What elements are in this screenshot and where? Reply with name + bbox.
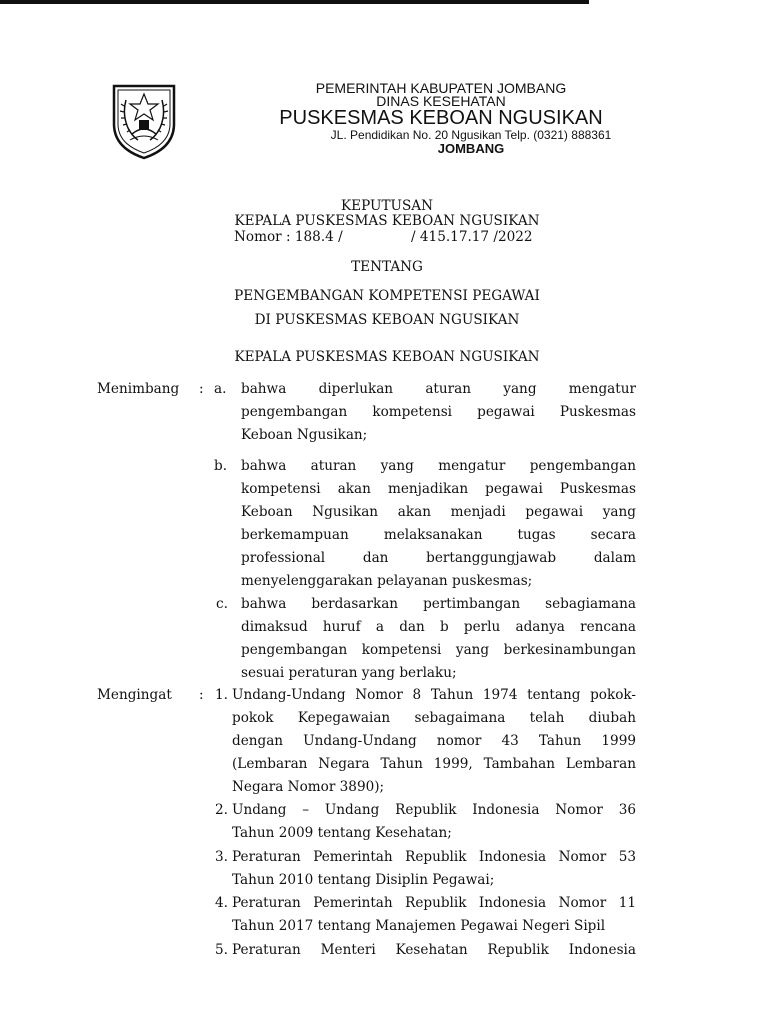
list-item-line: berkemampuan melaksanakan tugas secara [241,527,636,543]
section-label-mengingat: Mengingat [97,687,172,703]
list-item-line: Tahun 2010 tentang Disiplin Pegawai; [232,872,495,888]
list-marker: a. [214,381,227,397]
list-item-line: Peraturan Pemerintah Republik Indonesia Nomor 53 [232,849,636,865]
list-item-line: (Lembaran Negara Tahun 1999, Tambahan Lembaran [232,756,636,772]
decree-number-suffix: / 415.17.17 /2022 [411,229,533,245]
list-marker: 3. [215,849,228,865]
letterhead-government: PEMERINTAH KABUPATEN JOMBANG [315,80,567,96]
decree-subject-line-2: DI PUSKESMAS KEBOAN NGUSIKAN [254,312,520,328]
list-marker: 1. [215,687,228,703]
list-marker: c. [216,596,228,612]
list-item-line: menyelenggarakan pelayanan puskesmas; [241,573,533,589]
list-item-line: pokok Kepegawaian sebagaimana telah diubah [232,710,636,726]
list-item-line: pengembangan kompetensi yang berkesinambungan [241,642,636,658]
decree-issuer: KEPALA PUSKESMAS KEBOAN NGUSIKAN [234,213,540,229]
regency-coat-of-arms-icon [108,80,180,160]
decree-number-label: Nomor : 188.4 / [234,229,343,245]
list-item-line: Peraturan Pemerintah Republik Indonesia Nomor 11 [232,895,636,911]
list-item-line: pengembangan kompetensi pegawai Puskesmas [241,404,636,420]
decree-signatory: KEPALA PUSKESMAS KEBOAN NGUSIKAN [234,349,540,365]
letterhead-city: JOMBANG [437,141,505,156]
letterhead-organization: PUSKESMAS KEBOAN NGUSIKAN [279,107,603,129]
decree-about: TENTANG [351,259,423,275]
list-item-line: bahwa diperlukan aturan yang mengatur [241,381,636,397]
section-separator-menimbang: : [199,381,204,397]
decree-heading: KEPUTUSAN [341,198,433,214]
letterhead-department: DINAS KESEHATAN [376,93,506,109]
list-item-line: bahwa aturan yang mengatur pengembangan [241,458,636,474]
list-item-line: Peraturan Menteri Kesehatan Republik Indonesia [232,942,636,958]
decree-subject-line-1: PENGEMBANGAN KOMPETENSI PEGAWAI [234,288,540,304]
letterhead-rule-thin [0,3,589,4]
list-item-line: Keboan Ngusikan akan menjadi pegawai yang [241,504,636,520]
list-marker: 5. [215,942,228,958]
section-separator-mengingat: : [199,687,204,703]
list-item-line: Tahun 2009 tentang Kesehatan; [232,825,452,841]
list-item-line: Undang – Undang Republik Indonesia Nomor 36 [232,802,636,818]
list-item-line: professional dan bertanggungjawab dalam [241,550,636,566]
list-item-line: Keboan Ngusikan; [241,427,368,443]
list-item-line: Undang-Undang Nomor 8 Tahun 1974 tentang pokok- [232,687,636,703]
list-item-line: dimaksud huruf a dan b perlu adanya rencana [241,619,636,635]
list-marker: b. [214,458,228,474]
list-marker: 4. [215,895,228,911]
list-item-line: bahwa berdasarkan pertimbangan sebagiamana [241,596,636,612]
list-item-line: dengan Undang-Undang nomor 43 Tahun 1999 [232,733,636,749]
list-marker: 2. [215,802,228,818]
list-item-line: kompetensi akan menjadikan pegawai Puskesmas [241,481,636,497]
list-item-line: Tahun 2017 tentang Manajemen Pegawai Negeri Sipil [232,918,606,934]
list-item-line: Negara Nomor 3890); [232,779,385,795]
list-item-line: sesuai peraturan yang berlaku; [241,665,457,681]
section-label-menimbang: Menimbang [97,381,180,397]
letterhead-address: JL. Pendidikan No. 20 Ngusikan Telp. (0321) 888361 [330,128,612,142]
